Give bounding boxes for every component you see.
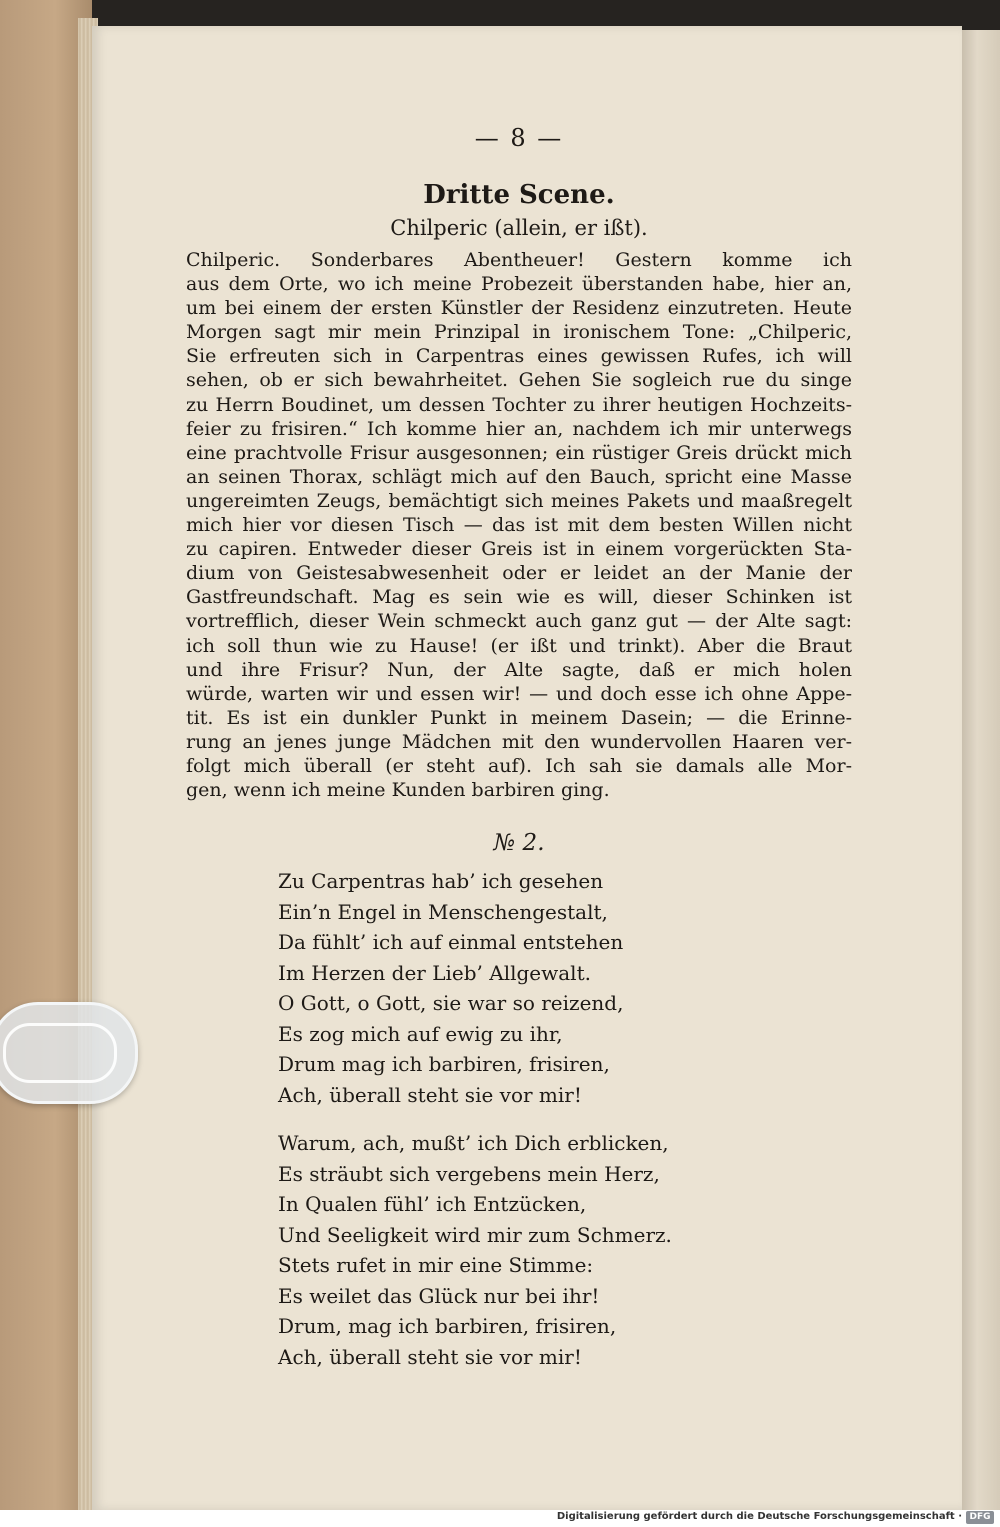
verse-line: Ach, überall steht sie vor mir!	[278, 1344, 582, 1369]
page-text	[186, 124, 852, 1372]
verse-line: Es weilet das Glück nur bei ihr!	[278, 1283, 600, 1308]
prose-line: aus dem Orte, wo ich meine Probezeit überstanden habe, hier an,	[186, 273, 852, 296]
verse-line: Zu Carpentras hab’ ich gesehen	[278, 869, 604, 894]
verse-line: Warum, ach, mußt’ ich Dich erblicken,	[278, 1131, 669, 1156]
verse-line: Und Seeligkeit wird mir zum Schmerz.	[278, 1222, 672, 1247]
verse-line: Drum, mag ich barbiren, frisiren,	[278, 1314, 617, 1339]
prose-line: rung an jenes junge Mädchen mit den wundervollen Haaren ver-	[186, 730, 852, 753]
next-page-edge	[962, 30, 1000, 1510]
paperclip-inner-loop	[3, 1023, 117, 1083]
verse-line: O Gott, o Gott, sie war so reizend,	[278, 991, 624, 1016]
prose-line: zu capiren. Entweder dieser Greis ist in einem vorgerückten Sta-	[186, 538, 852, 561]
verse	[278, 1128, 852, 1372]
prose-line: sehen, ob er sich bewahrheitet. Gehen Sie sogleich rue du singe	[186, 369, 852, 392]
prose-line: eine prachtvolle Frisur ausgesonnen; ein rüstiger Greis drückt mich	[186, 441, 852, 464]
prose-line: mich hier vor diesen Tisch — das ist mit dem besten Willen nicht	[186, 514, 852, 537]
prose-line: um bei einem der ersten Künstler der Residenz einzutreten. Heute	[186, 297, 852, 320]
verse-line: Ach, überall steht sie vor mir!	[278, 1082, 582, 1107]
dfg-logo: DFG	[966, 1511, 994, 1524]
monologue-paragraph	[186, 248, 852, 802]
verse-line: Es sträubt sich vergebens mein Herz,	[278, 1161, 660, 1186]
scene-subtitle: Chilperic (allein, er ißt).	[390, 216, 648, 240]
prose-line: folgt mich überall (er steht auf). Ich sah sie damals alle Mor-	[186, 754, 852, 777]
verse-line: Drum mag ich barbiren, frisiren,	[278, 1052, 610, 1077]
prose-line: Morgen sagt mir mein Prinzipal in ironischem Tone: „Chilperic,	[186, 321, 852, 344]
prose-line: tit. Es ist ein dunkler Punkt in meinem Dasein; — die Erinne-	[186, 706, 852, 729]
verse-line: Stets rufet in mir eine Stimme:	[278, 1253, 594, 1278]
prose-line: vortrefflich, dieser Wein schmeckt auch ganz gut — der Alte sagt:	[186, 610, 852, 633]
prose-line: würde, warten wir und essen wir! — und doch esse ich ohne Appe-	[186, 682, 852, 705]
funding-credit: Digitalisierung gefördert durch die Deutsche Forschungsgemeinschaft ·	[556, 1511, 962, 1522]
prose-line: Chilperic. Sonderbares Abentheuer! Gestern komme ich	[186, 249, 852, 271]
song-number: № 2.	[493, 830, 545, 857]
prose-line: ich soll thun wie zu Hause! (er ißt und trinkt). Aber die Braut	[186, 634, 852, 657]
page-number: — 8 —	[474, 124, 564, 152]
verse-line: Im Herzen der Lieb’ Allgewalt.	[278, 960, 591, 985]
verse-line: In Qualen fühl’ ich Entzücken,	[278, 1192, 587, 1217]
prose-line: zu Herrn Boudinet, um dessen Tochter zu ihrer heutigen Hochzeits-	[186, 393, 852, 416]
paperclip	[0, 1002, 138, 1104]
prose-line: Sie erfreuten sich in Carpentras eines gewissen Rufes, ich will	[186, 345, 852, 368]
verse-line: Es zog mich auf ewig zu ihr,	[278, 1021, 563, 1046]
song-verses	[186, 866, 852, 1372]
prose-line: gen, wenn ich meine Kunden barbiren ging.	[186, 779, 610, 802]
prose-line: ungereimten Zeugs, bemächtigt sich meines Pakets und maaßregelt	[186, 489, 852, 512]
verse	[278, 866, 852, 1110]
prose-line: Gastfreundschaft. Mag es sein wie es will, dieser Schinken ist	[186, 586, 852, 609]
prose-line: und ihre Frisur? Nun, der Alte sagte, daß er mich holen	[186, 658, 852, 681]
scene-title: Dritte Scene.	[423, 180, 615, 210]
prose-line: dium von Geistesabwesenheit oder er leidet an der Manie der	[186, 562, 852, 585]
prose-line: feier zu frisiren.“ Ich komme hier an, nachdem ich mir unterwegs	[186, 417, 852, 440]
verse-line: Da fühlt’ ich auf einmal entstehen	[278, 930, 624, 955]
prose-line: an seinen Thorax, schlägt mich auf den Bauch, spricht eine Masse	[186, 465, 852, 488]
verse-line: Ein’n Engel in Menschengestalt,	[278, 899, 608, 924]
